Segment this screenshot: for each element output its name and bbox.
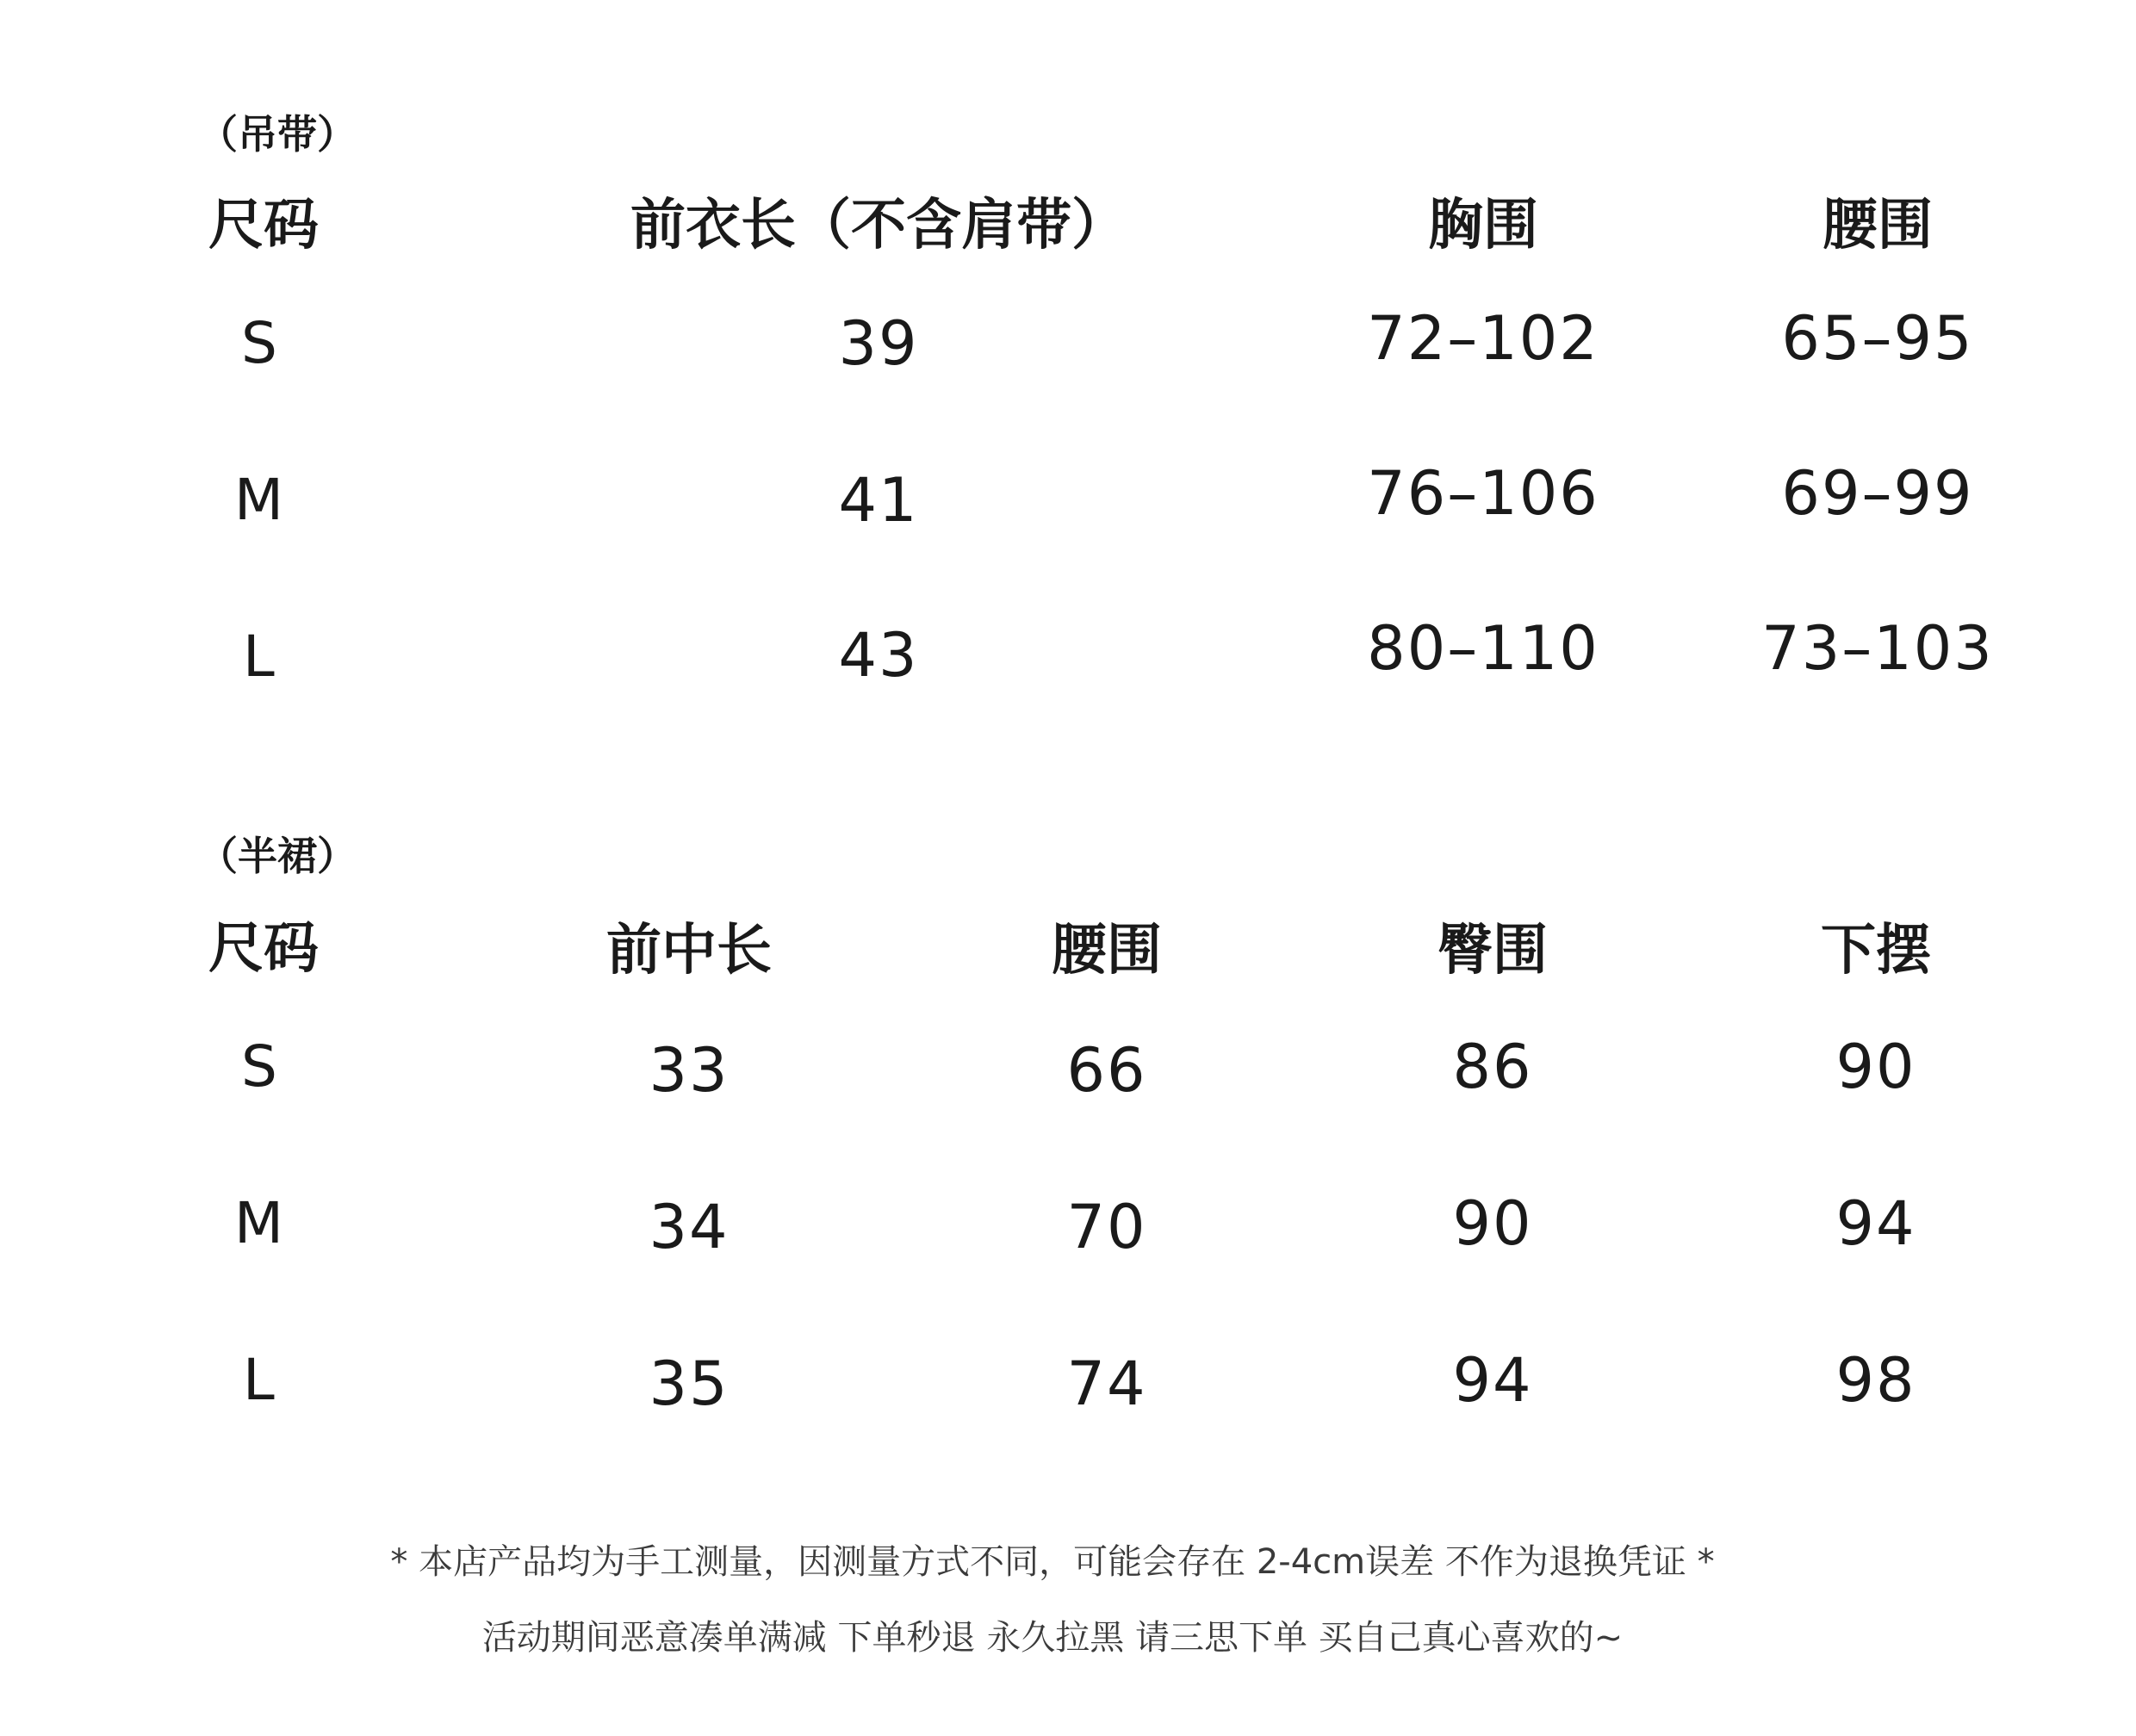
- table-cell: 80–110: [1367, 613, 1599, 684]
- table-cell: 74: [1066, 1348, 1147, 1419]
- table-cell: 65–95: [1781, 303, 1974, 374]
- table-cell: 90: [1835, 1032, 1916, 1102]
- table-row-size: M: [234, 1190, 283, 1256]
- table-cell: 41: [838, 465, 919, 536]
- table-cell: 39: [838, 308, 919, 379]
- header-hem: 下摆: [1821, 919, 1931, 983]
- table-cell: 73–103: [1761, 613, 1994, 684]
- table-cell: 98: [1835, 1345, 1916, 1416]
- table-cell: 94: [1835, 1188, 1916, 1259]
- camisole-section-tag: （吊带）: [198, 111, 357, 158]
- measurement-disclaimer: * 本店产品均为手工测量，因测量方式不同，可能会存在 2-4cm误差 不作为退换凭证 *: [390, 1542, 1715, 1582]
- table-row-size: S: [241, 1033, 277, 1100]
- table-cell: 34: [649, 1192, 730, 1262]
- table-cell: 69–99: [1781, 458, 1974, 529]
- header-hip: 臀围: [1437, 919, 1548, 983]
- skirt-section-tag: （半裙）: [198, 833, 357, 879]
- table-cell: 43: [838, 620, 919, 691]
- table-cell: 66: [1066, 1035, 1147, 1106]
- header-bust: 胸围: [1428, 194, 1538, 257]
- header-size: 尺码: [208, 917, 319, 981]
- header-front-center-length: 前中长: [606, 919, 772, 983]
- header-size: 尺码: [208, 194, 319, 257]
- table-cell: 35: [649, 1348, 730, 1419]
- table-cell: 76–106: [1367, 458, 1599, 529]
- order-policy-note: 活动期间恶意凑单满减 下单秒退 永久拉黑 请三思下单 买自己真心喜欢的~: [481, 1618, 1624, 1658]
- table-cell: 33: [649, 1035, 730, 1106]
- table-cell: 94: [1452, 1345, 1533, 1416]
- table-row-size: L: [243, 1347, 275, 1413]
- table-row-size: L: [243, 623, 275, 690]
- header-waist: 腰围: [1822, 194, 1933, 257]
- table-cell: 90: [1452, 1188, 1533, 1259]
- table-row-size: M: [234, 467, 283, 533]
- header-front-length: 前衣长（不含肩带）: [630, 194, 1127, 257]
- table-cell: 70: [1066, 1192, 1147, 1262]
- table-cell: 86: [1452, 1032, 1533, 1102]
- header-waist: 腰围: [1052, 919, 1162, 983]
- table-cell: 72–102: [1367, 303, 1599, 374]
- table-row-size: S: [241, 310, 277, 376]
